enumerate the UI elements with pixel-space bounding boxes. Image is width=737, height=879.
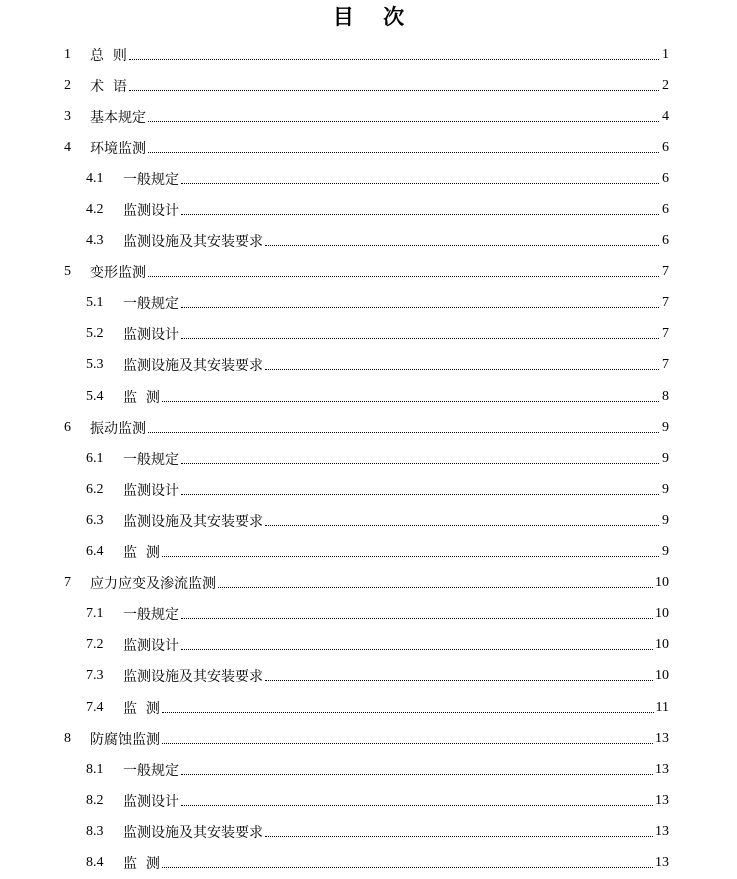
toc-entry-page-number: 11 bbox=[655, 699, 669, 715]
dot-leader bbox=[265, 525, 659, 526]
toc-entry-number: 4.3 bbox=[86, 233, 104, 249]
dot-leader bbox=[181, 494, 659, 495]
dot-leader bbox=[129, 59, 659, 60]
toc-entry-number: 4 bbox=[64, 139, 71, 155]
toc-entry-7-1[interactable] bbox=[0, 599, 737, 630]
toc-entry-number: 8.4 bbox=[86, 854, 104, 870]
toc-entry-page-number: 6 bbox=[662, 170, 669, 186]
dot-leader bbox=[148, 432, 659, 433]
toc-entry-body bbox=[123, 319, 669, 350]
dot-leader bbox=[162, 743, 653, 744]
toc-entry-page-number: 10 bbox=[655, 668, 669, 684]
toc-entry-number: 8.1 bbox=[86, 761, 104, 777]
toc-entry-label: 一般规定 bbox=[123, 451, 179, 468]
toc-entry-number: 5.2 bbox=[86, 326, 104, 342]
toc-entry-page-number: 1 bbox=[662, 46, 669, 62]
table-of-contents bbox=[0, 39, 737, 879]
toc-entry-page-number: 13 bbox=[655, 792, 669, 808]
toc-entry-label: 监测设计 bbox=[123, 482, 179, 499]
toc-entry-5-3[interactable] bbox=[0, 350, 737, 381]
toc-entry-body bbox=[123, 785, 669, 816]
toc-entry-page-number: 9 bbox=[662, 544, 669, 560]
toc-entry-number: 7.2 bbox=[86, 637, 104, 653]
toc-entry-6-1[interactable] bbox=[0, 443, 737, 474]
toc-entry-page-number: 13 bbox=[655, 761, 669, 777]
toc-entry-1[interactable] bbox=[0, 39, 737, 70]
toc-entry-page-number: 7 bbox=[662, 264, 669, 280]
toc-entry-8[interactable] bbox=[0, 723, 737, 754]
toc-entry-number: 2 bbox=[64, 77, 71, 93]
dot-leader bbox=[181, 463, 659, 464]
dot-leader bbox=[181, 338, 659, 339]
toc-entry-body bbox=[123, 754, 669, 785]
toc-entry-page-number: 6 bbox=[662, 202, 669, 218]
toc-entry-body bbox=[90, 568, 669, 599]
toc-entry-label: 总 则 bbox=[90, 47, 127, 64]
toc-entry-4-3[interactable] bbox=[0, 226, 737, 257]
toc-entry-body bbox=[123, 692, 669, 723]
toc-entry-label: 监测设施及其安装要求 bbox=[123, 669, 263, 686]
toc-entry-number: 6.4 bbox=[86, 544, 104, 560]
toc-entry-body bbox=[123, 288, 669, 319]
dot-leader bbox=[148, 152, 659, 153]
toc-entry-page-number: 10 bbox=[655, 606, 669, 622]
toc-entry-7-3[interactable] bbox=[0, 661, 737, 692]
dot-leader bbox=[218, 587, 653, 588]
toc-entry-body bbox=[123, 381, 669, 412]
toc-entry-number: 1 bbox=[64, 46, 71, 62]
toc-entry-label: 基本规定 bbox=[90, 109, 146, 126]
toc-entry-page-number: 8 bbox=[662, 388, 669, 404]
toc-entry-label: 监测设施及其安装要求 bbox=[123, 824, 263, 841]
dot-leader bbox=[265, 836, 653, 837]
dot-leader bbox=[148, 276, 659, 277]
toc-entry-page-number: 7 bbox=[662, 357, 669, 373]
toc-entry-4-1[interactable] bbox=[0, 163, 737, 194]
toc-entry-number: 7.3 bbox=[86, 668, 104, 684]
toc-entry-body bbox=[123, 599, 669, 630]
toc-entry-5-1[interactable] bbox=[0, 288, 737, 319]
dot-leader bbox=[162, 712, 654, 713]
toc-entry-number: 5 bbox=[64, 264, 71, 280]
toc-entry-body bbox=[90, 723, 669, 754]
toc-entry-number: 7.1 bbox=[86, 606, 104, 622]
toc-entry-page-number: 10 bbox=[655, 575, 669, 591]
toc-entry-label: 防腐蚀监测 bbox=[90, 731, 160, 748]
toc-entry-body bbox=[123, 443, 669, 474]
dot-leader bbox=[148, 121, 659, 122]
toc-entry-label: 监测设计 bbox=[123, 327, 179, 344]
toc-entry-number: 4.1 bbox=[86, 170, 104, 186]
toc-entry-body bbox=[123, 505, 669, 536]
toc-entry-body bbox=[123, 163, 669, 194]
toc-entry-label: 振动监测 bbox=[90, 420, 146, 437]
toc-entry-label: 应力应变及渗流监测 bbox=[90, 576, 216, 593]
toc-entry-8-4[interactable] bbox=[0, 847, 737, 878]
toc-entry-8-2[interactable] bbox=[0, 785, 737, 816]
toc-entry-label: 术 语 bbox=[90, 78, 127, 95]
dot-leader bbox=[265, 369, 659, 370]
toc-entry-8-1[interactable] bbox=[0, 754, 737, 785]
dot-leader bbox=[265, 245, 659, 246]
toc-entry-number: 6.3 bbox=[86, 512, 104, 528]
toc-entry-label: 监测设施及其安装要求 bbox=[123, 234, 263, 251]
toc-entry-label: 监 测 bbox=[123, 700, 160, 717]
toc-entry-label: 监 测 bbox=[123, 545, 160, 562]
toc-entry-body bbox=[90, 132, 669, 163]
toc-entry-label: 一般规定 bbox=[123, 171, 179, 188]
toc-entry-number: 6.2 bbox=[86, 481, 104, 497]
toc-entry-label: 监测设计 bbox=[123, 203, 179, 220]
dot-leader bbox=[181, 214, 659, 215]
toc-entry-number: 3 bbox=[64, 108, 71, 124]
dot-leader bbox=[181, 774, 653, 775]
toc-entry-label: 监测设施及其安装要求 bbox=[123, 513, 263, 530]
toc-entry-number: 4.2 bbox=[86, 202, 104, 218]
toc-entry-number: 5.3 bbox=[86, 357, 104, 373]
toc-entry-6[interactable] bbox=[0, 412, 737, 443]
toc-entry-page-number: 10 bbox=[655, 637, 669, 653]
toc-entry-label: 一般规定 bbox=[123, 762, 179, 779]
toc-entry-page-number: 9 bbox=[662, 481, 669, 497]
toc-entry-label: 监测设计 bbox=[123, 638, 179, 655]
toc-entry-body bbox=[123, 226, 669, 257]
toc-entry-page-number: 9 bbox=[662, 419, 669, 435]
toc-entry-body bbox=[123, 194, 669, 225]
toc-entry-label: 变形监测 bbox=[90, 265, 146, 282]
toc-entry-page-number: 7 bbox=[662, 326, 669, 342]
dot-leader bbox=[181, 649, 653, 650]
toc-entry-page-number: 6 bbox=[662, 233, 669, 249]
toc-entry-label: 一般规定 bbox=[123, 296, 179, 313]
toc-entry-6-3[interactable] bbox=[0, 505, 737, 536]
toc-entry-body bbox=[123, 847, 669, 878]
toc-entry-body bbox=[90, 412, 669, 443]
toc-entry-body bbox=[123, 474, 669, 505]
dot-leader bbox=[181, 805, 653, 806]
page-title: 目 次 bbox=[332, 4, 405, 29]
dot-leader bbox=[162, 401, 659, 402]
toc-entry-8-3[interactable] bbox=[0, 816, 737, 847]
toc-entry-7-2[interactable] bbox=[0, 630, 737, 661]
toc-entry-page-number: 7 bbox=[662, 295, 669, 311]
toc-entry-body bbox=[90, 101, 669, 132]
toc-entry-page-number: 6 bbox=[662, 139, 669, 155]
toc-entry-page-number: 13 bbox=[655, 823, 669, 839]
toc-entry-5-2[interactable] bbox=[0, 319, 737, 350]
dot-leader bbox=[181, 618, 653, 619]
toc-entry-body bbox=[90, 70, 669, 101]
toc-entry-label: 环境监测 bbox=[90, 140, 146, 157]
toc-entry-number: 7.4 bbox=[86, 699, 104, 715]
toc-entry-label: 监 测 bbox=[123, 855, 160, 872]
toc-entry-number: 8.3 bbox=[86, 823, 104, 839]
toc-entry-body bbox=[123, 816, 669, 847]
toc-entry-page-number: 13 bbox=[655, 730, 669, 746]
toc-entry-body bbox=[90, 39, 669, 70]
dot-leader bbox=[181, 307, 659, 308]
dot-leader bbox=[162, 867, 653, 868]
toc-entry-number: 6 bbox=[64, 419, 71, 435]
toc-entry-number: 5.4 bbox=[86, 388, 104, 404]
dot-leader bbox=[162, 556, 659, 557]
toc-entry-2[interactable] bbox=[0, 70, 737, 101]
dot-leader bbox=[129, 90, 659, 91]
toc-entry-page-number: 13 bbox=[655, 854, 669, 870]
toc-entry-6-2[interactable] bbox=[0, 474, 737, 505]
toc-entry-number: 5.1 bbox=[86, 295, 104, 311]
toc-entry-label: 监 测 bbox=[123, 389, 160, 406]
toc-entry-label: 监测设计 bbox=[123, 793, 179, 810]
toc-entry-page-number: 2 bbox=[662, 77, 669, 93]
toc-entry-number: 8 bbox=[64, 730, 71, 746]
toc-entry-page-number: 9 bbox=[662, 512, 669, 528]
toc-entry-4[interactable] bbox=[0, 132, 737, 163]
toc-entry-number: 7 bbox=[64, 575, 71, 591]
toc-entry-5[interactable] bbox=[0, 257, 737, 288]
dot-leader bbox=[265, 680, 653, 681]
toc-entry-body bbox=[123, 661, 669, 692]
toc-entry-body bbox=[123, 350, 669, 381]
toc-entry-4-2[interactable] bbox=[0, 194, 737, 225]
toc-entry-5-4[interactable] bbox=[0, 381, 737, 412]
dot-leader bbox=[181, 183, 659, 184]
toc-entry-body bbox=[123, 630, 669, 661]
toc-entry-body bbox=[123, 537, 669, 568]
toc-entry-3[interactable] bbox=[0, 101, 737, 132]
toc-entry-7-4[interactable] bbox=[0, 692, 737, 723]
toc-entry-page-number: 4 bbox=[662, 108, 669, 124]
toc-entry-label: 一般规定 bbox=[123, 607, 179, 624]
toc-entry-page-number: 9 bbox=[662, 450, 669, 466]
toc-entry-7[interactable] bbox=[0, 568, 737, 599]
toc-entry-label: 监测设施及其安装要求 bbox=[123, 358, 263, 375]
toc-entry-body bbox=[90, 257, 669, 288]
toc-entry-number: 8.2 bbox=[86, 792, 104, 808]
toc-entry-number: 6.1 bbox=[86, 450, 104, 466]
toc-entry-6-4[interactable] bbox=[0, 537, 737, 568]
